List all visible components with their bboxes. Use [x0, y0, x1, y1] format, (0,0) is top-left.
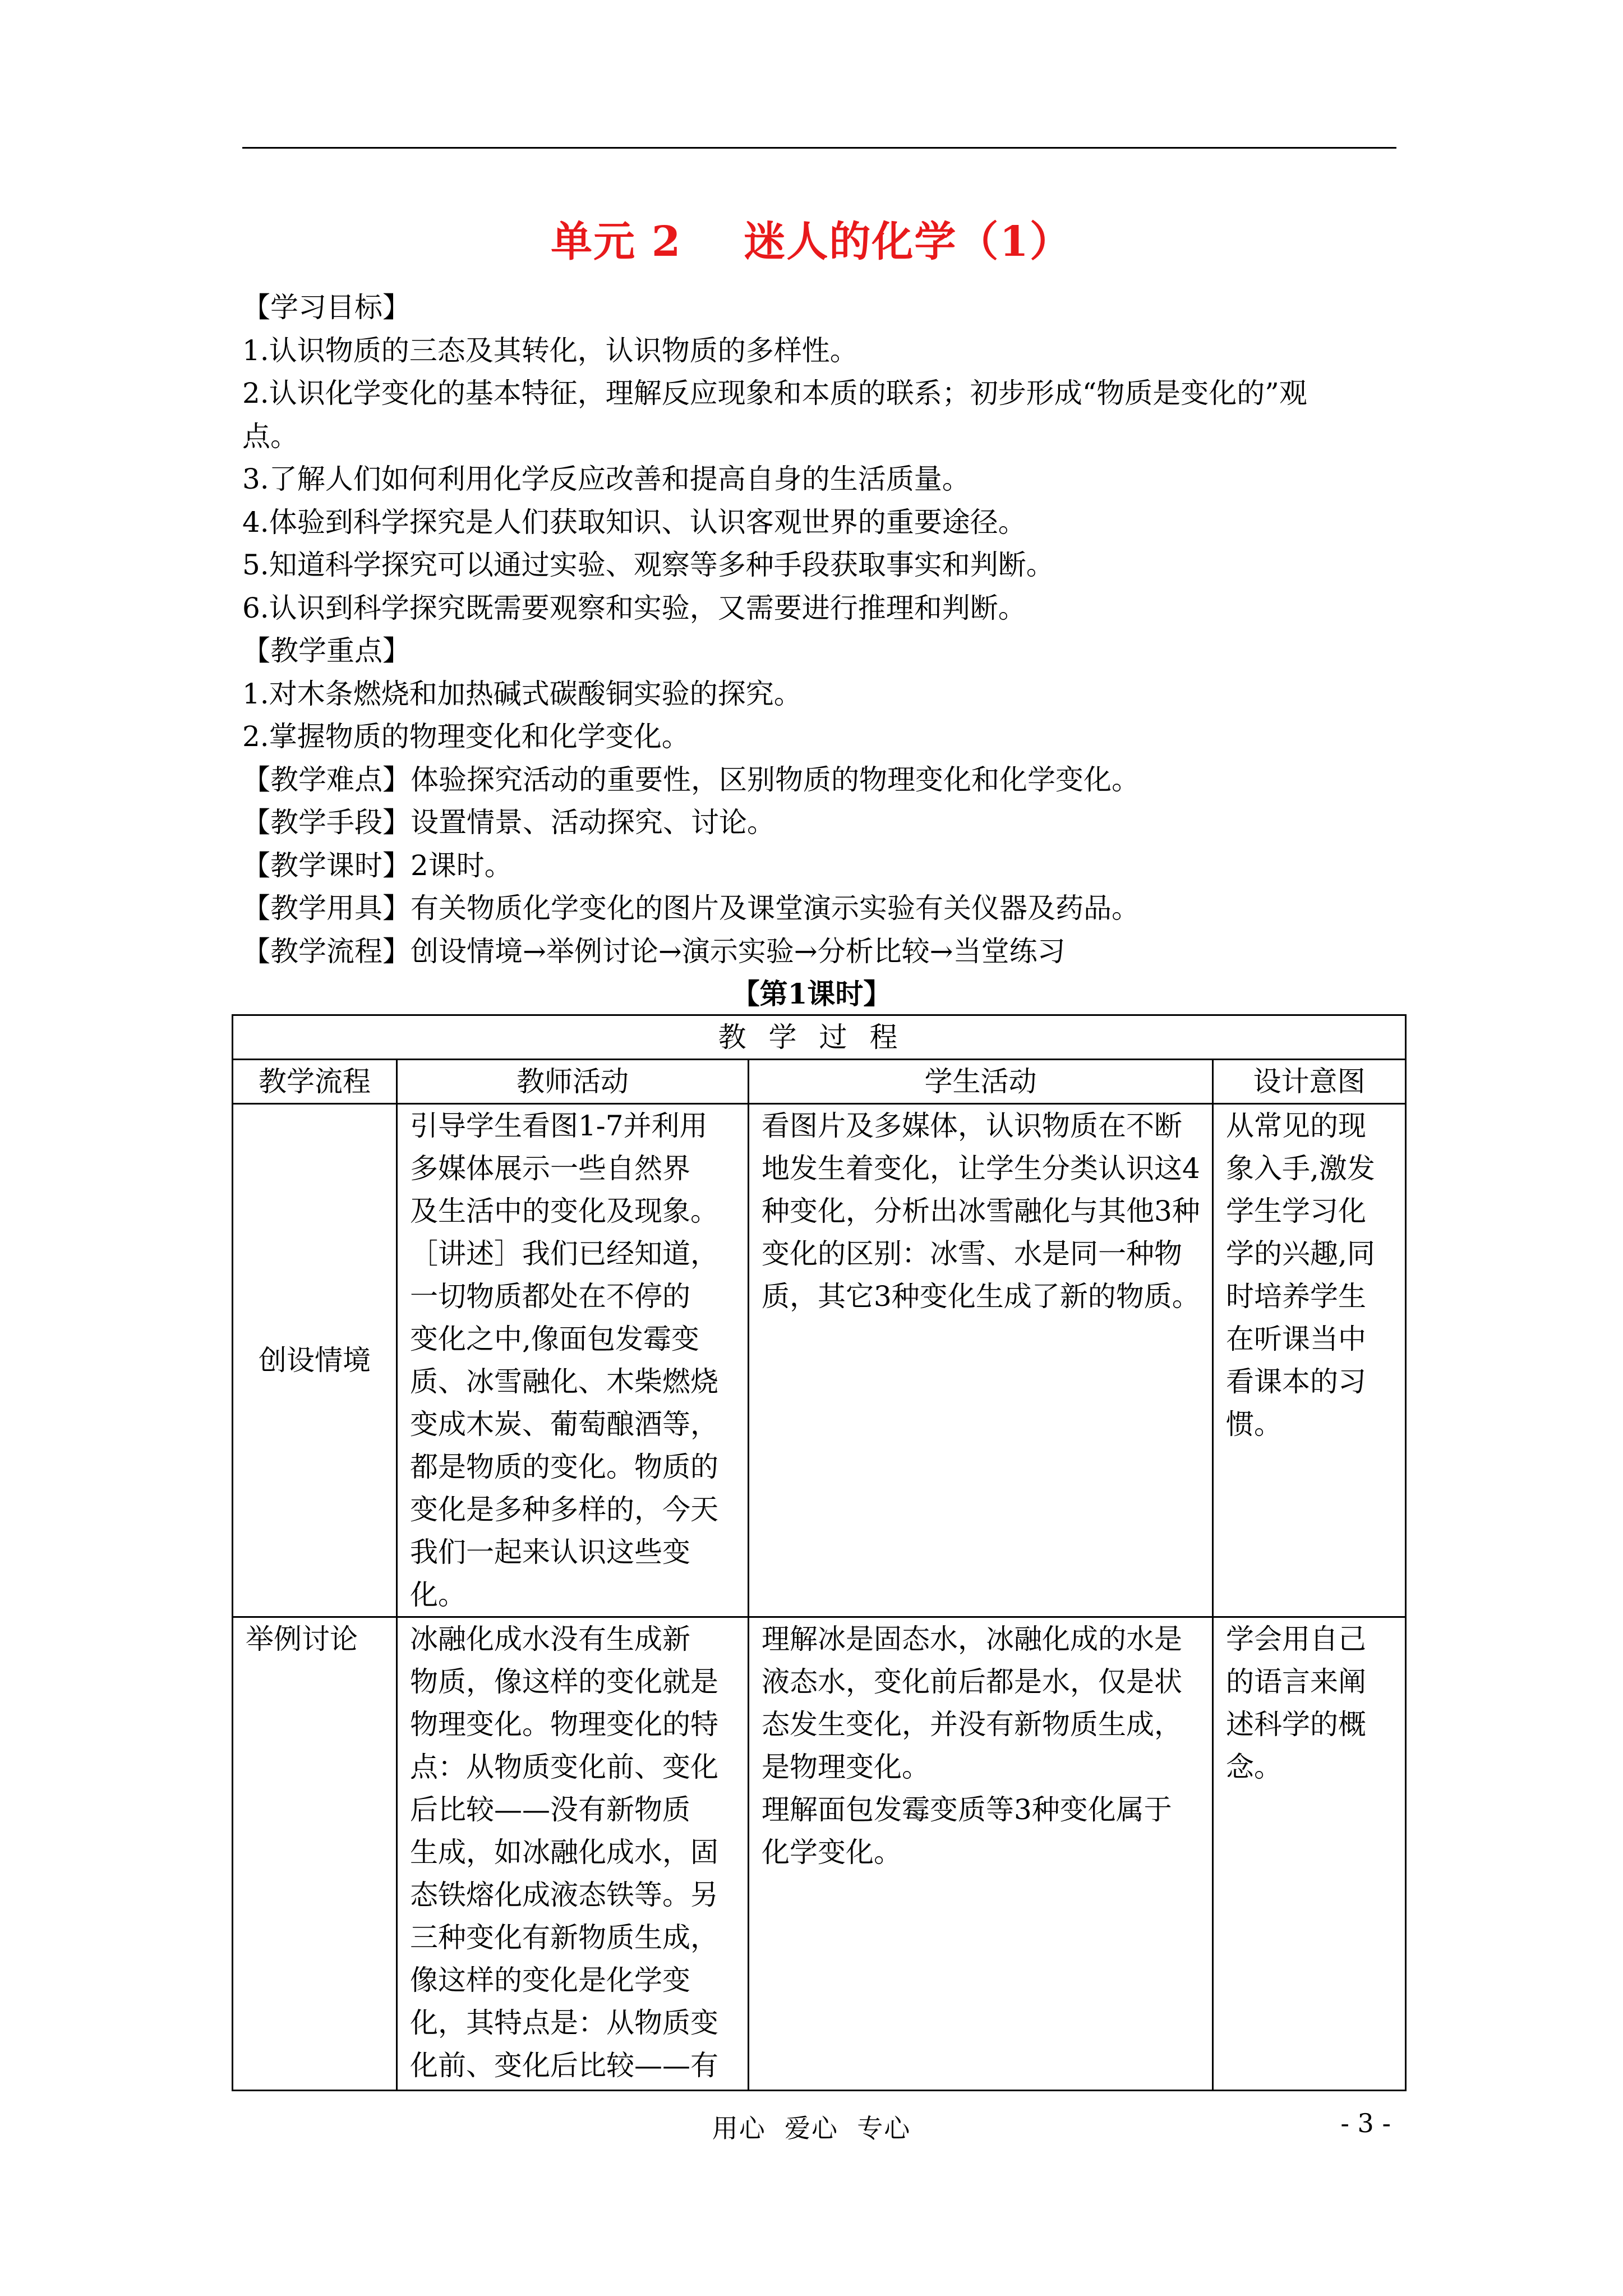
cell-text-line: 及生活中的变化及现象。 [410, 1195, 718, 1227]
cell-text-line: 化，其特点是：从物质变 [410, 2007, 718, 2039]
objectives-section [242, 286, 1398, 973]
cell-text-line: 生成，如冰融化成水，固 [410, 1836, 718, 1869]
cell-text-line: 变成木炭、葡萄酿酒等， [410, 1408, 718, 1441]
cell-text-line: ［讲述］我们已经知道， [410, 1237, 718, 1270]
text-line: 点。 [242, 420, 298, 453]
cell-text-line: 看课本的习 [1226, 1365, 1366, 1398]
text-line: 【教学用具】有关物质化学变化的图片及课堂演示实验有关仪器及药品。 [242, 892, 1140, 924]
cell-text-line: 理解冰是固态水，冰融化成的水是 [762, 1623, 1182, 1655]
table-row [233, 1617, 1406, 2091]
text-line: 【教学流程】创设情境→举例讨论→演示实验→分析比较→当堂练习 [242, 935, 1066, 968]
text-line: 【教学重点】 [242, 634, 411, 667]
cell-text-line: 质、冰雪融化、木柴燃烧 [410, 1365, 718, 1398]
cell-text-line: 象入手,激发 [1226, 1152, 1375, 1185]
text-line: 3.了解人们如何利用化学反应改善和提高自身的生活质量。 [242, 463, 970, 495]
page-number: - 3 - [1340, 2108, 1391, 2138]
student-activity-cell [749, 1104, 1213, 1617]
student-activity-cell [749, 1617, 1213, 2091]
cell-text-line: 学生学习化 [1226, 1195, 1366, 1227]
text-line: 1.对木条燃烧和加热碱式碳酸铜实验的探究。 [242, 677, 802, 710]
cell-text-line: 态发生变化，并没有新物质生成， [762, 1708, 1182, 1741]
cell-text-line: 后比较——没有新物质 [410, 1793, 690, 1826]
cell-text-line: 物理变化。物理变化的特 [410, 1708, 718, 1741]
row-flow-cell: 举例讨论 [233, 1617, 397, 2091]
text-line: 【教学课时】2课时。 [242, 849, 513, 882]
cell-text-line: 是物理变化。 [762, 1751, 930, 1783]
cell-text-line: 述科学的概 [1226, 1708, 1366, 1741]
cell-text-line: 化学变化。 [762, 1836, 902, 1869]
cell-text-line: 冰融化成水没有生成新 [410, 1623, 690, 1655]
design-intent-cell [1213, 1104, 1406, 1617]
cell-text-line: 我们一起来认识这些变 [410, 1536, 690, 1568]
cell-text-line: 的语言来阐 [1226, 1665, 1366, 1698]
text-line: 5.知道科学探究可以通过实验、观察等多种手段获取事实和判断。 [242, 549, 1054, 581]
cell-text-line: 像这样的变化是化学变 [410, 1964, 690, 1996]
text-line: 【教学难点】体验探究活动的重要性，区别物质的物理变化和化学变化。 [242, 763, 1140, 796]
cell-text-line: 物质，像这样的变化就是 [410, 1665, 718, 1698]
teacher-activity-cell [397, 1104, 749, 1617]
cell-text-line: 惯。 [1226, 1408, 1282, 1441]
text-line: 2.掌握物质的物理变化和化学变化。 [242, 720, 690, 753]
cell-text-line: 从常见的现 [1226, 1110, 1366, 1142]
text-line: 1.认识物质的三态及其转化，认识物质的多样性。 [242, 334, 858, 367]
text-line: 2.认识化学变化的基本特征，理解反应现象和本质的联系；初步形成“物质是变化的”观 [242, 377, 1307, 409]
teacher-activity-cell [397, 1617, 749, 2091]
cell-text-line: 质，其它3种变化生成了新的物质。 [762, 1280, 1200, 1313]
cell-text-line: 引导学生看图1-7并利用 [410, 1110, 708, 1142]
cell-text-line: 变化之中,像面包发霉变 [410, 1323, 699, 1355]
cell-text-line: 点：从物质变化前、变化 [410, 1751, 718, 1783]
cell-text-line: 时培养学生 [1226, 1280, 1366, 1313]
table-title: 教学过程 [233, 1015, 1406, 1060]
cell-text-line: 念。 [1226, 1751, 1282, 1783]
text-line: 4.体验到科学探究是人们获取知识、认识客观世界的重要途径。 [242, 505, 1026, 539]
cell-text-line: 多媒体展示一些自然界 [410, 1152, 690, 1185]
cell-text-line: 学的兴趣,同 [1226, 1237, 1375, 1270]
lesson-label: 【第1课时】 [731, 977, 892, 1010]
page-title: 单元 2 迷人的化学（1） [551, 218, 1072, 266]
text-line: 【教学手段】设置情景、活动探究、讨论。 [242, 806, 775, 839]
teaching-process-table [232, 1014, 1407, 2091]
header-flow: 教学流程 [233, 1060, 397, 1104]
cell-text-line: 变化的区别：冰雪、水是同一种物 [762, 1237, 1182, 1270]
cell-text-line: 化前、变化后比较——有 [410, 2049, 718, 2082]
cell-text-line: 学会用自己 [1226, 1623, 1366, 1655]
cell-text-line: 一切物质都处在不停的 [410, 1280, 690, 1313]
design-intent-cell [1213, 1617, 1406, 2091]
text-line: 【学习目标】 [242, 291, 411, 324]
cell-text-line: 理解面包发霉变质等3种变化属于 [762, 1793, 1172, 1826]
cell-text-line: 种变化，分析出冰雪融化与其他3种 [762, 1195, 1200, 1227]
text-line: 6.认识到科学探究既需要观察和实验，又需要进行推理和判断。 [242, 591, 1026, 624]
footer-motto: 用心 爱心 专心 [712, 2113, 911, 2143]
cell-text-line: 化。 [410, 1579, 466, 1611]
cell-text-line: 看图片及多媒体，认识物质在不断 [762, 1110, 1182, 1142]
cell-text-line: 都是物质的变化。物质的 [410, 1451, 718, 1483]
header-student: 学生活动 [749, 1060, 1213, 1104]
row-flow-cell: 创设情境 [233, 1104, 397, 1617]
header-intent: 设计意图 [1213, 1060, 1406, 1104]
cell-text-line: 在听课当中 [1226, 1323, 1366, 1355]
cell-text-line: 三种变化有新物质生成， [410, 1921, 718, 1954]
cell-text-line: 变化是多种多样的，今天 [410, 1493, 718, 1526]
header-teacher: 教师活动 [397, 1060, 749, 1104]
cell-text-line: 态铁熔化成液态铁等。另 [410, 1879, 718, 1911]
table-row [233, 1104, 1406, 1617]
header-rule [242, 147, 1396, 149]
cell-text-line: 地发生着变化，让学生分类认识这4 [762, 1152, 1200, 1185]
cell-text-line: 液态水，变化前后都是水，仅是状 [762, 1665, 1182, 1698]
